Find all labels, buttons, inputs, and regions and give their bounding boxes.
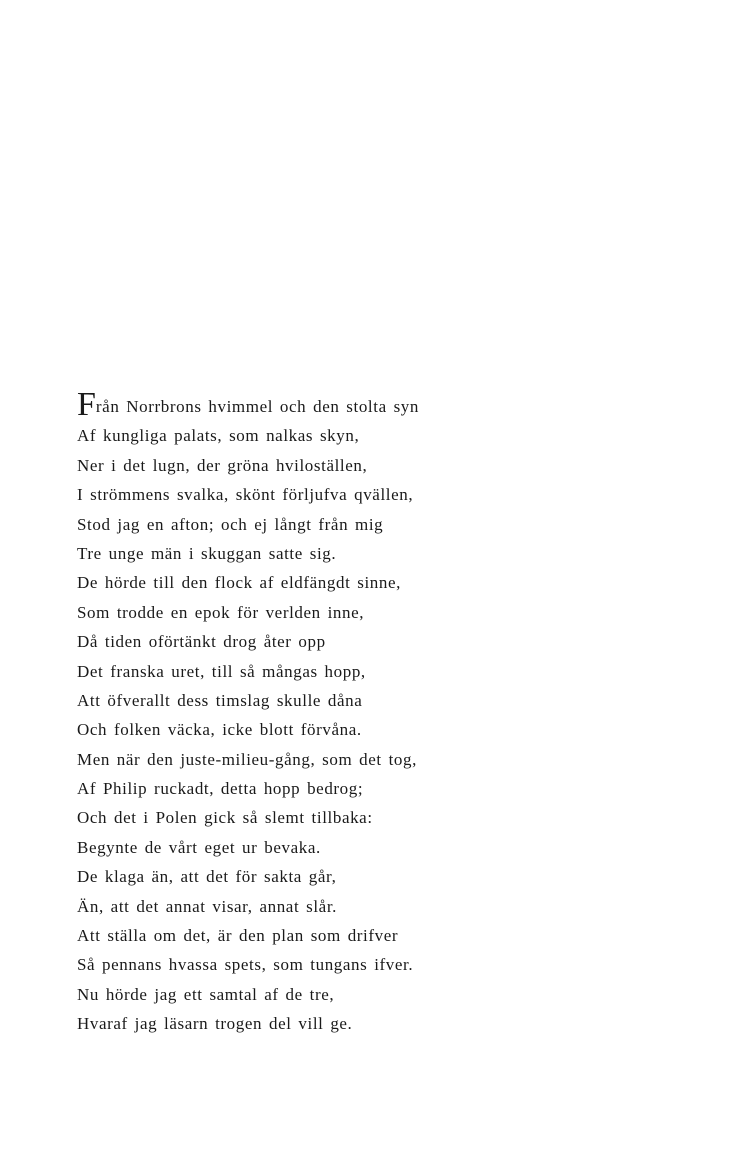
poem-line-17: De klaga än, att det för sakta går, — [77, 867, 337, 887]
poem-line-7: De hörde till den flock af eldfängdt sinne, — [77, 573, 401, 593]
poem-line-1 — [77, 386, 477, 423]
poem-line-1-rest: rån Norrbrons hvimmel och den stolta syn — [95, 397, 419, 416]
poem-line-19: Att ställa om det, är den plan som drifver — [77, 926, 399, 946]
poem-line-5: Stod jag en afton; och ej långt från mig — [77, 514, 384, 534]
poem-text — [77, 386, 477, 1039]
poem-line-12: Och folken väcka, icke blott förvåna. — [77, 720, 362, 740]
poem-line-11: Att öfverallt dess timslag skulle dåna — [77, 690, 363, 710]
poem-line-8: Som trodde en epok för verlden inne, — [77, 602, 365, 622]
poem-line-4: I strömmens svalka, skönt förljufva qvällen, — [77, 485, 414, 505]
poem-line-15: Och det i Polen gick så slemt tillbaka: — [77, 808, 373, 828]
poem-line-16: Begynte de vårt eget ur bevaka. — [77, 837, 321, 857]
poem-line-2: Af kungliga palats, som nalkas skyn, — [77, 426, 360, 446]
poem-line-10: Det franska uret, till så mångas hopp, — [77, 661, 366, 681]
poem-line-14: Af Philip ruckadt, detta hopp bedrog; — [77, 779, 364, 799]
poem-line-20: Så pennans hvassa spets, som tungans ifver. — [77, 955, 414, 975]
poem-line-21: Nu hörde jag ett samtal af de tre, — [77, 984, 335, 1004]
poem-line-3: Ner i det lugn, der gröna hviloställen, — [77, 455, 368, 475]
drop-cap: F — [77, 386, 96, 423]
poem-line-13: Men när den juste-milieu-gång, som det tog, — [77, 749, 417, 769]
poem-line-6: Tre unge män i skuggan satte sig. — [77, 543, 337, 563]
poem-line-22: Hvaraf jag läsarn trogen del vill ge. — [77, 1014, 353, 1034]
poem-line-18: Än, att det annat visar, annat slår. — [77, 896, 337, 916]
poem-line-9: Då tiden oförtänkt drog åter opp — [77, 632, 326, 652]
